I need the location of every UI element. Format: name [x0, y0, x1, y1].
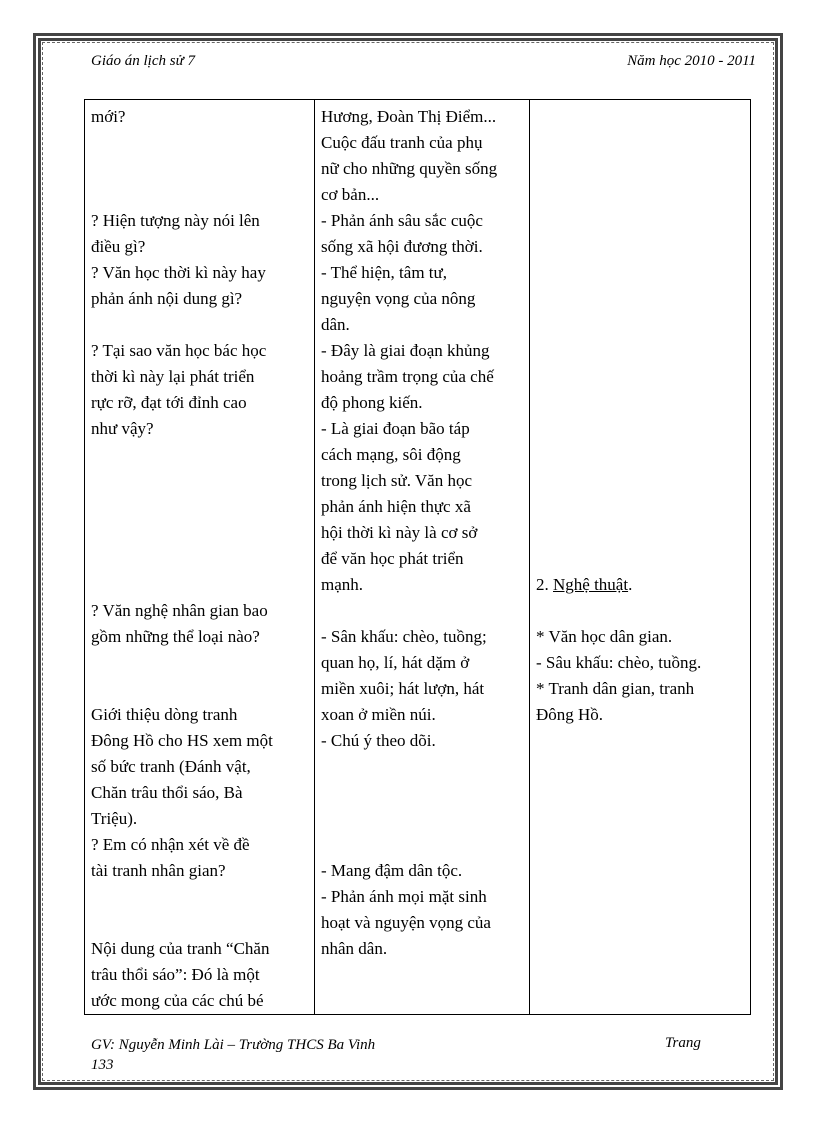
col2-line: quan họ, lí, hát dặm ở — [321, 653, 470, 672]
col1-line: gồm những thể loại nào? — [91, 627, 260, 646]
footer-teacher-name: GV: Nguyễn Minh Lài – Trường THCS Ba Vinh — [91, 1037, 376, 1053]
col1-line — [91, 676, 308, 702]
col1-line: ước mong của các chú bé — [91, 991, 264, 1010]
lesson-table — [84, 99, 751, 1015]
col1-line — [91, 572, 308, 598]
section-heading: 2. Nghệ thuật. — [536, 575, 633, 594]
col2-line: độ phong kiến. — [321, 393, 423, 412]
col1-line — [91, 468, 308, 494]
col1-line: trâu thổi sáo”: Đó là một — [91, 965, 260, 984]
footer-page-label: Trang — [665, 1035, 701, 1051]
col2-line: - Chú ý theo dõi. — [321, 731, 436, 750]
col1-line: tài tranh nhân gian? — [91, 861, 226, 880]
content-item: * Tranh dân gian, tranh — [536, 679, 695, 698]
col1-line — [91, 442, 308, 468]
col1-line — [91, 494, 308, 520]
col2-line: cách mạng, sôi động — [321, 445, 461, 464]
col2-line — [321, 780, 523, 806]
col2-line: Cuộc đấu tranh của phụ — [321, 133, 483, 152]
col1-line: điều gì? — [91, 237, 146, 256]
col2-line: hoạt và nguyện vọng của — [321, 913, 491, 932]
section-heading-title: Nghệ thuật — [553, 575, 629, 594]
col1-line: Triệu). — [91, 809, 138, 828]
col2-line: để văn học phát triển — [321, 549, 464, 568]
teacher-activity-column — [85, 100, 315, 1015]
col1-line: mới? — [91, 107, 126, 126]
col2-line: cơ bản... — [321, 185, 380, 204]
col2-line — [321, 754, 523, 780]
content-item: - Sâu khấu: chèo, tuồng. — [536, 653, 702, 672]
col1-line — [91, 182, 308, 208]
col2-line: - Phản ánh mọi mặt sinh — [321, 887, 487, 906]
footer-page-number: 133 — [91, 1057, 114, 1073]
col1-line: ? Văn nghệ nhân gian bao — [91, 601, 268, 620]
col1-line — [91, 910, 308, 936]
col1-line: ? Văn học thời kì này hay — [91, 263, 266, 282]
col2-line — [321, 832, 523, 858]
col2-line: nữ cho những quyền sống — [321, 159, 498, 178]
student-activity-column — [315, 100, 530, 1015]
col2-line: nguyện vọng của nông — [321, 289, 476, 308]
col2-line — [321, 806, 523, 832]
header-subject: Giáo án lịch sử 7 — [91, 53, 196, 69]
col1-line: số bức tranh (Đánh vật, — [91, 757, 251, 776]
col1-line: rực rỡ, đạt tới đỉnh cao — [91, 393, 247, 412]
col2-line: - Mang đậm dân tộc. — [321, 861, 463, 880]
col1-line — [91, 312, 308, 338]
col2-line: - Là giai đoạn bão táp — [321, 419, 470, 438]
col2-line: - Phản ánh sâu sắc cuộc — [321, 211, 483, 230]
col2-line: mạnh. — [321, 575, 364, 594]
col1-line — [91, 130, 308, 156]
col2-line: miền xuôi; hát lượn, hát — [321, 679, 485, 698]
col1-line: ? Em có nhận xét về đề — [91, 835, 250, 854]
col1-line — [91, 156, 308, 182]
col2-line: nhân dân. — [321, 939, 388, 958]
col1-line: Nội dung của tranh “Chăn — [91, 939, 270, 958]
col1-line: thời kì này lại phát triển — [91, 367, 255, 386]
col1-line: Giới thiệu dòng tranh — [91, 705, 238, 724]
col1-line — [91, 884, 308, 910]
col2-line: hội thời kì này là cơ sở — [321, 523, 478, 542]
col2-line: xoan ở miền núi. — [321, 705, 436, 724]
col1-line: phản ánh nội dung gì? — [91, 289, 243, 308]
col1-line: như vậy? — [91, 419, 154, 438]
content-item: * Văn học dân gian. — [536, 627, 673, 646]
col1-line: ? Hiện tượng này nói lên — [91, 211, 260, 230]
col1-line: Chăn trâu thổi sáo, Bà — [91, 783, 243, 802]
col2-line: dân. — [321, 315, 350, 334]
col2-line: phản ánh hiện thực xã — [321, 497, 471, 516]
col2-line: - Sân khấu: chèo, tuồng; — [321, 627, 487, 646]
content-item: Đông Hồ. — [536, 705, 604, 724]
col1-line: ? Tại sao văn học bác học — [91, 341, 267, 360]
col2-line: hoảng trầm trọng của chế — [321, 367, 494, 386]
col1-line — [91, 520, 308, 546]
col2-line: sống xã hội đương thời. — [321, 237, 483, 256]
col2-line: Hương, Đoàn Thị Điểm... — [321, 107, 497, 126]
col1-line: Đông Hồ cho HS xem một — [91, 731, 273, 750]
footer-teacher — [91, 1035, 375, 1075]
col2-line — [321, 598, 523, 624]
col1-line — [91, 546, 308, 572]
col2-line: - Thể hiện, tâm tư, — [321, 263, 447, 282]
header-school-year: Năm học 2010 - 2011 — [627, 53, 756, 69]
col1-line — [91, 650, 308, 676]
col2-line: trong lịch sử. Văn học — [321, 471, 473, 490]
content-column — [530, 100, 751, 1015]
col2-line: - Đây là giai đoạn khủng — [321, 341, 490, 360]
